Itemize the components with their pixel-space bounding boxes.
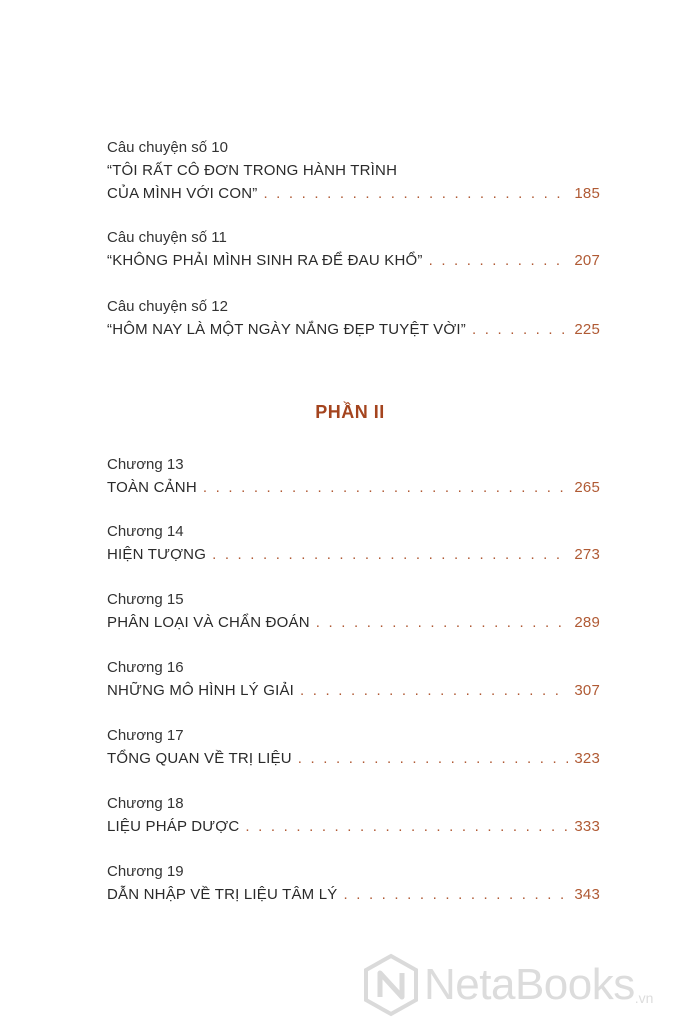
page-number: 333 <box>574 818 600 835</box>
entry-title: TOÀN CẢNH <box>107 479 197 496</box>
entry-title: TỔNG QUAN VỀ TRỊ LIỆU <box>107 750 292 767</box>
entry-title: NHỮNG MÔ HÌNH LÝ GIẢI <box>107 682 295 699</box>
toc-entry-chapter-14[interactable] <box>107 520 600 566</box>
entry-title-line <box>107 318 600 341</box>
netabooks-watermark <box>362 950 653 1020</box>
entry-title-line <box>107 815 600 838</box>
toc-entry-story-10[interactable] <box>107 136 600 205</box>
toc-entry-chapter-18[interactable] <box>107 792 600 838</box>
dot-leader <box>343 883 568 906</box>
entry-label: Chương 16 <box>107 659 184 676</box>
part-heading: PHẦN II <box>315 402 385 422</box>
toc-entry-chapter-15[interactable] <box>107 588 600 634</box>
entry-title: “KHÔNG PHẢI MÌNH SINH RA ĐỂ ĐAU KHỔ” <box>107 252 423 269</box>
page-number: 225 <box>574 321 600 338</box>
entry-title-line <box>107 611 600 634</box>
entry-label: Chương 17 <box>107 727 184 744</box>
dot-leader <box>263 182 568 205</box>
page-number: 323 <box>574 750 600 767</box>
entry-title: DẪN NHẬP VỀ TRỊ LIỆU TÂM LÝ <box>107 886 338 903</box>
entry-title-line <box>107 159 600 182</box>
entry-title: CỦA MÌNH VỚI CON” <box>107 185 258 202</box>
toc-entry-chapter-17[interactable] <box>107 724 600 770</box>
dot-leader <box>203 476 568 499</box>
toc-entry-chapter-16[interactable] <box>107 656 600 702</box>
entry-label: Chương 13 <box>107 456 184 473</box>
entry-title-line <box>107 249 600 272</box>
toc-entry-story-12[interactable] <box>107 295 600 341</box>
toc-entry-story-11[interactable] <box>107 226 600 272</box>
entry-title: LIỆU PHÁP DƯỢC <box>107 818 240 835</box>
entry-label: Chương 14 <box>107 523 184 540</box>
entry-label: Câu chuyện số 10 <box>107 139 228 156</box>
watermark-brand: NetaBooks <box>424 960 635 1009</box>
page-number: 343 <box>574 886 600 903</box>
entry-label: Chương 19 <box>107 863 184 880</box>
entry-label: Chương 18 <box>107 795 184 812</box>
dot-leader <box>472 318 568 341</box>
dot-leader <box>429 249 569 272</box>
dot-leader <box>245 815 568 838</box>
dot-leader <box>300 679 568 702</box>
dot-leader <box>212 543 568 566</box>
watermark-suffix: .vn <box>634 990 654 1006</box>
page-number: 289 <box>574 614 600 631</box>
entry-label: Câu chuyện số 11 <box>107 229 227 246</box>
toc-entry-chapter-13[interactable] <box>107 453 600 499</box>
entry-title-line <box>107 182 600 205</box>
page-number: 307 <box>574 682 600 699</box>
entry-title-line <box>107 747 600 770</box>
page-number: 185 <box>574 185 600 202</box>
toc-entry-chapter-19[interactable] <box>107 860 600 906</box>
dot-leader <box>298 747 569 770</box>
entry-title-line <box>107 679 600 702</box>
entry-title-line <box>107 543 600 566</box>
entry-title: “HÔM NAY LÀ MỘT NGÀY NẮNG ĐẸP TUYỆT VỜI” <box>107 321 466 338</box>
entry-title: PHÂN LOẠI VÀ CHẨN ĐOÁN <box>107 614 310 631</box>
page-number: 207 <box>574 252 600 269</box>
netabooks-logo-icon <box>362 953 420 1017</box>
entry-title: “TÔI RẤT CÔ ĐƠN TRONG HÀNH TRÌNH <box>107 162 398 179</box>
entry-label: Câu chuyện số 12 <box>107 298 228 315</box>
page-number: 273 <box>574 546 600 563</box>
entry-label: Chương 15 <box>107 591 184 608</box>
entry-title-line <box>107 883 600 906</box>
dot-leader <box>316 611 569 634</box>
entry-title: HIỆN TƯỢNG <box>107 546 207 563</box>
page-number: 265 <box>574 479 600 496</box>
entry-title-line <box>107 476 600 499</box>
